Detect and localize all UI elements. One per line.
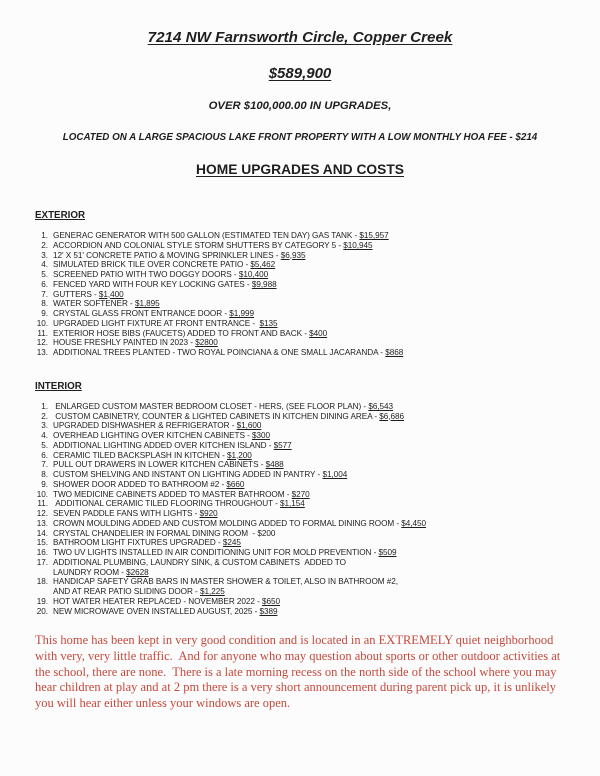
item-price: $270 xyxy=(291,489,310,499)
item-price: $1,154 xyxy=(280,499,305,509)
item-price: $868 xyxy=(385,348,404,357)
item-text: TWO MEDICINE CABINETS ADDED TO MASTER BATHROOM - $270 xyxy=(53,489,310,499)
list-item xyxy=(35,251,572,261)
interior-list xyxy=(35,402,572,617)
item-number: 6. xyxy=(41,279,48,289)
item-number: 16. xyxy=(36,548,48,557)
item-text: TWO UV LIGHTS INSTALLED IN AIR CONDITIONING UNIT FOR MOLD PREVENTION - $509 xyxy=(53,548,397,557)
list-item xyxy=(35,548,572,558)
list-item xyxy=(35,431,572,441)
item-text: ACCORDION AND COLONIAL STYLE STORM SHUTTERS BY CATEGORY 5 - $10,945 xyxy=(53,240,373,250)
item-price: $1,999 xyxy=(229,309,254,318)
item-number: 3. xyxy=(41,250,48,260)
item-text: CUSTOM CABINETRY, COUNTER & LIGHTED CABINETS IN KITCHEN DINING AREA - $6,686 xyxy=(53,411,405,421)
exterior-list xyxy=(35,231,572,358)
location-subtitle: LOCATED ON A LARGE SPACIOUS LAKE FRONT PROPERTY WITH A LOW MONTHLY HOA FEE - $214 xyxy=(62,132,538,143)
item-number: 9. xyxy=(41,309,48,318)
section-main-heading: HOME UPGRADES AND COSTS xyxy=(196,162,404,177)
list-item xyxy=(35,519,572,529)
item-price: $1,225 xyxy=(199,587,225,596)
item-price: $920 xyxy=(199,509,218,518)
list-item xyxy=(35,597,572,607)
item-text: 12' X 51' CONCRETE PATIO & MOVING SPRINKLER LINES - $6,935 xyxy=(53,250,306,260)
seller-note: This home has been kept in very good condition and is located in an EXTREMELY quiet neighborhood with very, very little traffic. And for anyone who may question about sports or other outdoor activities at the school, there are none. There is a late morning recess on the north side of the school where you may hear children at play and at 2 pm there is a very short announcement during parent pick up, it is unlikely you will hear either unless your windows are open. xyxy=(35,633,561,711)
item-text: GUTTERS - $1,400 xyxy=(53,289,124,299)
page-title: 7214 NW Farnsworth Circle, Copper Creek xyxy=(147,29,453,46)
item-price: $1,895 xyxy=(134,299,160,309)
item-text: SHOWER DOOR ADDED TO BATHROOM #2 - $660 xyxy=(53,479,245,489)
item-text: CRYSTAL GLASS FRONT ENTRANCE DOOR - $1,999 xyxy=(53,309,254,318)
item-number: 10. xyxy=(36,489,48,499)
item-price: $6,543 xyxy=(368,401,394,411)
list-item xyxy=(35,260,572,270)
item-price: $2800 xyxy=(195,338,218,348)
item-price: $135 xyxy=(259,318,278,328)
item-number: 2. xyxy=(41,240,48,250)
item-text: CRYSTAL CHANDELIER IN FORMAL DINING ROOM - $200 xyxy=(53,528,276,538)
list-item xyxy=(35,329,572,339)
item-price: $1,400 xyxy=(98,289,124,299)
list-item xyxy=(35,529,572,539)
item-price: $4,450 xyxy=(401,518,427,528)
item-number: 18. xyxy=(36,577,48,587)
item-price: $245 xyxy=(222,538,241,548)
list-item xyxy=(35,480,572,490)
list-item xyxy=(35,290,572,300)
item-number: 4. xyxy=(41,260,48,270)
item-text: GENERAC GENERATOR WITH 500 GALLON (ESTIMATED TEN DAY) GAS TANK - $15,957 xyxy=(53,231,389,240)
item-price: $1,600 xyxy=(236,421,262,431)
item-number: 8. xyxy=(41,299,48,309)
item-text: ADDITIONAL PLUMBING, LAUNDRY SINK, & CUSTOM CABINETS ADDED TO LAUNDRY ROOM - $2628 xyxy=(53,557,346,577)
item-text: UPGRADED DISHWASHER & REFRIGERATOR - $1,600 xyxy=(53,421,262,431)
list-item xyxy=(35,577,572,597)
item-price: $400 xyxy=(309,328,328,338)
item-number: 7. xyxy=(41,289,48,299)
item-number: 19. xyxy=(36,596,48,606)
item-price: $660 xyxy=(226,479,245,489)
item-number: 3. xyxy=(41,421,48,431)
item-number: 14. xyxy=(36,528,48,538)
item-text: UPGRADED LIGHT FIXTURE AT FRONT ENTRANCE - $135 xyxy=(53,318,278,328)
list-item xyxy=(35,299,572,309)
list-item xyxy=(35,421,572,431)
item-price: $2628 xyxy=(126,567,149,577)
list-item xyxy=(35,338,572,348)
item-text: ADDITIONAL TREES PLANTED - TWO ROYAL POINCIANA & ONE SMALL JACARANDA - $868 xyxy=(53,348,404,357)
item-number: 12. xyxy=(36,338,48,348)
list-item xyxy=(35,460,572,470)
item-price: $200 xyxy=(257,528,276,538)
exterior-heading: EXTERIOR xyxy=(35,210,86,221)
item-text: SIMULATED BRICK TILE OVER CONCRETE PATIO - $5,462 xyxy=(53,260,276,270)
list-item xyxy=(35,241,572,251)
item-text: ADDITIONAL CERAMIC TILED FLOORING THROUGHOUT - $1,154 xyxy=(53,499,305,509)
item-number: 5. xyxy=(41,270,48,279)
item-price: $509 xyxy=(378,548,397,557)
list-item xyxy=(35,412,572,422)
item-text: OVERHEAD LIGHTING OVER KITCHEN CABINETS - $300 xyxy=(53,431,270,440)
list-item xyxy=(35,470,572,480)
item-price: $488 xyxy=(265,460,284,470)
item-text: CERAMIC TILED BACKSPLASH IN KITCHEN - $1,200 xyxy=(53,450,252,460)
item-number: 17. xyxy=(36,557,48,567)
list-item xyxy=(35,451,572,461)
item-number: 8. xyxy=(41,470,48,479)
item-price: $5,462 xyxy=(250,260,276,270)
item-price: $577 xyxy=(273,440,292,450)
item-price: $1,004 xyxy=(322,470,348,479)
list-item xyxy=(35,490,572,500)
item-number: 7. xyxy=(41,460,48,470)
list-item xyxy=(35,441,572,451)
item-number: 11. xyxy=(37,328,48,338)
item-number: 13. xyxy=(36,518,48,528)
list-item xyxy=(35,538,572,548)
item-price: $389 xyxy=(259,606,278,616)
item-number: 1. xyxy=(41,401,48,411)
item-price: $6,686 xyxy=(379,411,405,421)
item-price: $300 xyxy=(251,431,270,440)
item-text: HOUSE FRESHLY PAINTED IN 2023 - $2800 xyxy=(53,338,218,348)
list-item xyxy=(35,270,572,280)
item-text: FENCED YARD WITH FOUR KEY LOCKING GATES - $9,988 xyxy=(53,279,277,289)
list-item xyxy=(35,509,572,519)
list-item xyxy=(35,402,572,412)
item-number: 5. xyxy=(41,440,48,450)
list-item xyxy=(35,309,572,319)
item-price: $650 xyxy=(262,596,281,606)
listing-price: $589,900 xyxy=(268,65,332,82)
interior-heading: INTERIOR xyxy=(35,380,82,392)
item-number: 2. xyxy=(41,411,48,421)
item-number: 11. xyxy=(37,499,48,509)
list-item xyxy=(35,499,572,509)
item-text: CUSTOM SHELVING AND INSTANT ON LIGHTING ADDED IN PANTRY - $1,004 xyxy=(53,470,348,479)
item-text: EXTERIOR HOSE BIBS (FAUCETS) ADDED TO FRONT AND BACK - $400 xyxy=(53,328,328,338)
item-number: 13. xyxy=(36,348,48,357)
item-number: 12. xyxy=(36,509,48,518)
item-text: BATHROOM LIGHT FIXTURES UPGRADED - $245 xyxy=(53,538,241,548)
item-text: HANDICAP SAFETY GRAB BARS IN MASTER SHOWER & TOILET, ALSO IN BATHROOM #2, AND AT REAR PATIO SLIDING DOOR - $1,225 xyxy=(53,577,399,596)
item-price: $10,945 xyxy=(343,240,373,250)
item-price: $6,935 xyxy=(280,250,306,260)
item-text: WATER SOFTENER - $1,895 xyxy=(53,299,160,309)
item-text: SCREENED PATIO WITH TWO DOGGY DOORS - $10,400 xyxy=(53,270,269,279)
list-item xyxy=(35,558,572,578)
item-price: $15,957 xyxy=(359,231,389,240)
item-text: HOT WATER HEATER REPLACED - NOVEMBER 2022 - $650 xyxy=(53,596,281,606)
item-text: NEW MICROWAVE OVEN INSTALLED AUGUST, 2025 - $389 xyxy=(53,606,278,616)
item-number: 4. xyxy=(41,431,48,440)
item-text: CROWN MOULDING ADDED AND CUSTOM MOLDING ADDED TO FORMAL DINING ROOM - $4,450 xyxy=(53,518,427,528)
list-item xyxy=(35,607,572,617)
item-text: SEVEN PADDLE FANS WITH LIGHTS - $920 xyxy=(53,509,218,518)
item-text: ENLARGED CUSTOM MASTER BEDROOM CLOSET - HERS, (SEE FLOOR PLAN) - $6,543 xyxy=(53,401,394,411)
item-number: 10. xyxy=(36,318,48,328)
exterior-section xyxy=(0,210,600,358)
item-number: 15. xyxy=(36,538,48,548)
item-number: 1. xyxy=(41,231,48,240)
item-number: 6. xyxy=(41,450,48,460)
list-item xyxy=(35,280,572,290)
item-price: $9,988 xyxy=(251,279,277,289)
item-number: 20. xyxy=(36,606,48,616)
interior-section xyxy=(0,381,600,617)
item-text: PULL OUT DRAWERS IN LOWER KITCHEN CABINETS - $488 xyxy=(53,460,284,470)
list-item xyxy=(35,348,572,358)
item-price: $10,400 xyxy=(238,270,269,279)
list-item xyxy=(35,319,572,329)
list-item xyxy=(35,231,572,241)
item-number: 9. xyxy=(41,479,48,489)
item-price: $1,200 xyxy=(227,450,252,460)
upgrades-subtitle: OVER $100,000.00 IN UPGRADES, xyxy=(208,100,392,112)
item-text: ADDITIONAL LIGHTING ADDED OVER KITCHEN ISLAND - $577 xyxy=(53,440,292,450)
